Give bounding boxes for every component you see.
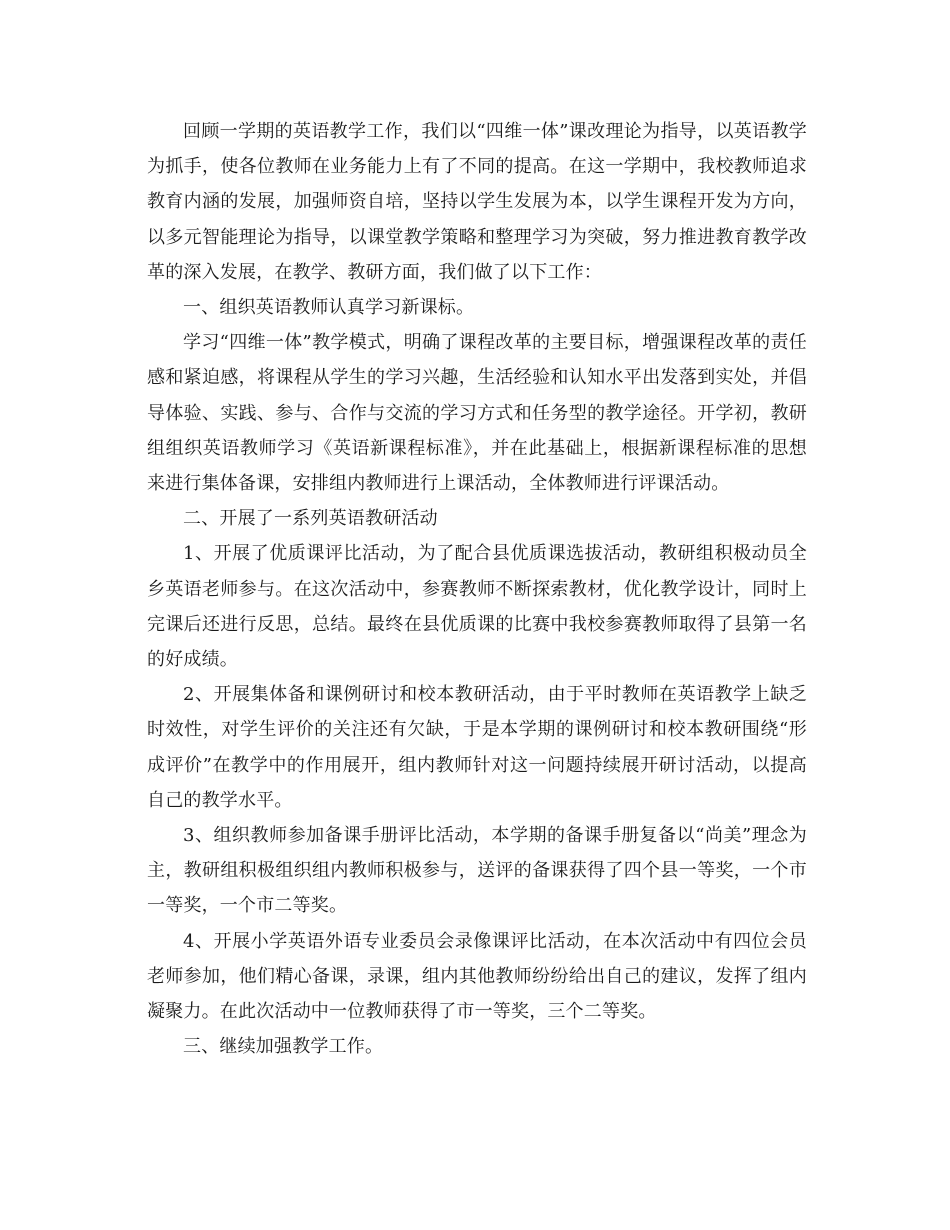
paragraph-item-2: 2、开展集体备和课例研讨和校本教研活动，由于平时教师在英语教学上缺乏时效性，对学生评价的关注还有欠缺，于是本学期的课例研讨和校本教研围绕“形成评价”在教学中的作用展开，组内教师针对这一问题持续展开研讨活动，以提高自己的教学水平。 [147,684,807,811]
paragraph-item-4: 4、开展小学英语外语专业委员会录像课评比活动，在本次活动中有四位会员老师参加，他们精心备课，录课，组内其他教师纷纷给出自己的建议，发挥了组内凝聚力。在此次活动中一位教师获得了市一等奖，三个二等奖。 [147,930,807,1023]
section-heading-3: 三、继续加强教学工作。 [183,1036,384,1058]
paragraph-item-3: 3、组织教师参加备课手册评比活动，本学期的备课手册复备以“尚美”理念为主，教研组积极组织组内教师积极参与，送评的备课获得了四个县一等奖，一个市一等奖，一个市二等奖。 [147,825,807,917]
section-heading-1: 一、组织英语教师认真学习新课标。 [183,297,475,319]
paragraph-curriculum: 学习“四维一体”教学模式，明确了课程改革的主要目标，增强课程改革的责任感和紧迫感，将课程从学生的学习兴趣，生活经验和认知水平出发落到实处，并倡导体验、实践、参与、合作与交流的学习方式和任务型的教学途径。开学初，教研组组织英语教师学习《英语新课程标准》，并在此基础上，根据新课程标准的思想来进行集体备课，安排组内教师进行上课活动，全体教师进行评课活动。 [147,332,807,495]
document-body [147,114,807,1064]
section-heading-2: 二、开展了一系列英语教研活动 [183,508,438,530]
paragraph-item-1: 1、开展了优质课评比活动，为了配合县优质课选拔活动，教研组积极动员全乡英语老师参与。在这次活动中，参赛教师不断探索教材，优化教学设计，同时上完课后还进行反思，总结。最终在县优质课的比赛中我校参赛教师取得了县第一名的好成绩。 [147,543,807,671]
paragraph-intro: 回顾一学期的英语教学工作，我们以“四维一体”课改理论为指导，以英语教学为抓手，使各位教师在业务能力上有了不同的提高。在这一学期中，我校教师追求教育内涵的发展，加强师资自培，坚持以学生发展为本，以学生课程开发为方向，以多元智能理论为指导，以课堂教学策略和整理学习为突破，努力推进教育教学改革的深入发展，在教学、教研方面，我们做了以下工作： [147,121,807,283]
